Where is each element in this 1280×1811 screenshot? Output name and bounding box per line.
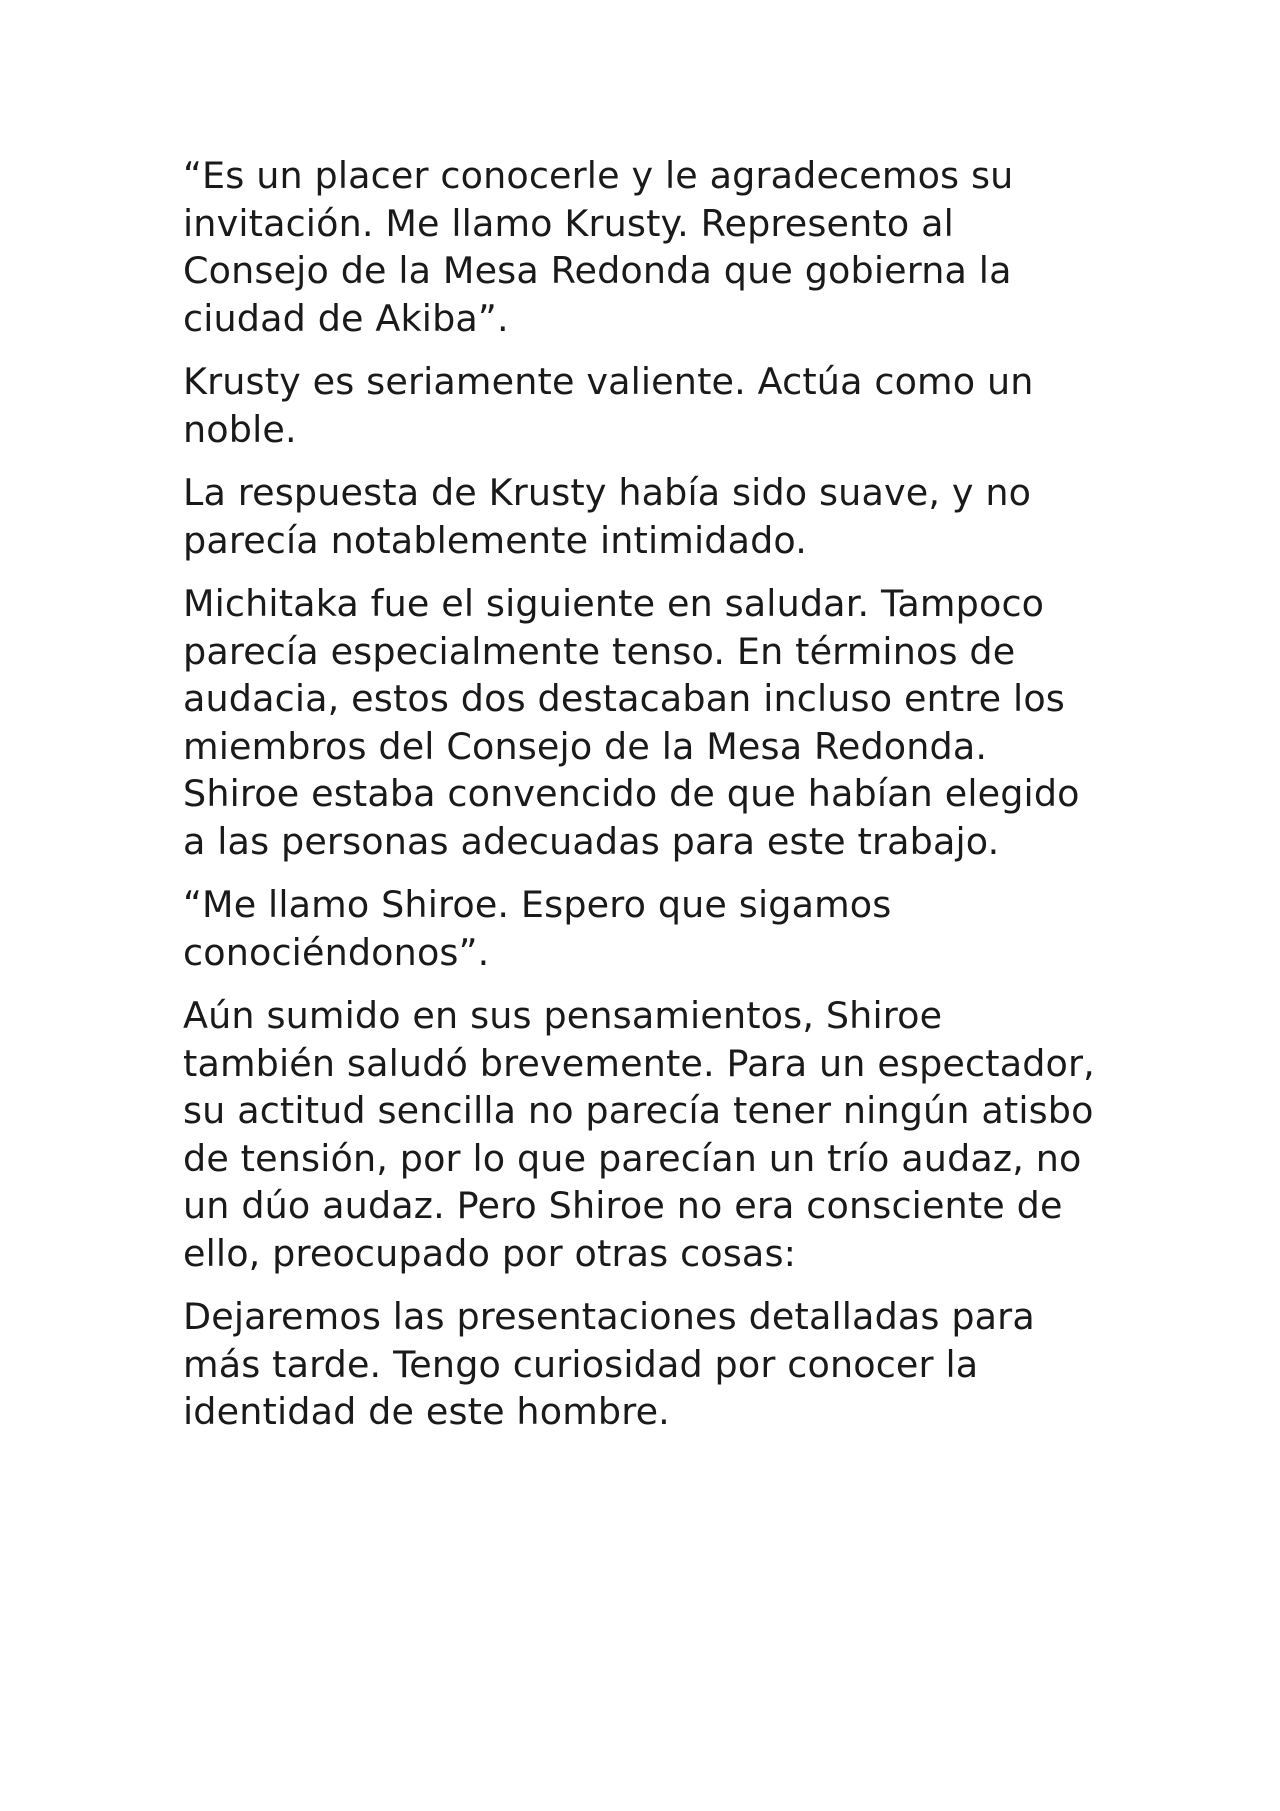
paragraph-1: “Es un placer conocerle y le agradecemos su invitación. Me llamo Krusty. Represento al Consejo de la Mesa Redonda que gobierna la ciudad de Akiba”. — [183, 154, 1014, 340]
paragraph-4: Michitaka fue el siguiente en saludar. Tampoco parecía especialmente tenso. En términos de audacia, estos dos destacaban incluso entre los miembros del Consejo de la Mesa Redonda. Shiroe estaba convencido de que habían elegido a las personas adecuadas para este trabajo. — [183, 582, 1080, 863]
paragraph-7: Dejaremos las presentaciones detalladas para más tarde. Tengo curiosidad por conocer la identidad de este hombre. — [183, 1295, 1035, 1433]
body-text — [183, 152, 1103, 1452]
paragraph-5: “Me llamo Shiroe. Espero que sigamos conociéndonos”. — [183, 883, 892, 974]
paragraph-3: La respuesta de Krusty había sido suave, y no parecía notablemente intimidado. — [183, 471, 1032, 562]
paragraph-2: Krusty es seriamente valiente. Actúa como un noble. — [183, 360, 1034, 451]
paragraph-6: Aún sumido en sus pensamientos, Shiroe también saludó brevemente. Para un espectador, su actitud sencilla no parecía tener ningún atisbo de tensión, por lo que parecían un trío audaz, no un dúo audaz. Pero Shiroe no era consciente de ello, preocupado por otras cosas: — [183, 994, 1095, 1275]
